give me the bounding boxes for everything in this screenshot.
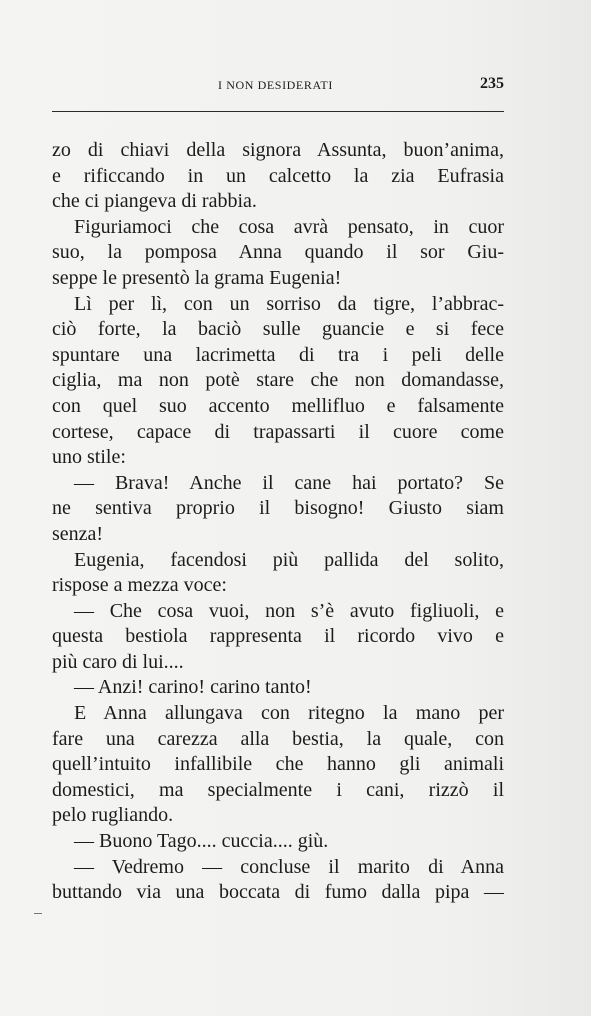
text-line: ne sentiva proprio il bisogno! Giusto siam	[52, 497, 504, 520]
text-line: rispose a mezza voce:	[52, 574, 227, 597]
text-line: — Anzi! carino! carino tanto!	[74, 676, 312, 699]
text-line: Lì per lì, con un sorriso da tigre, l’abbrac-	[74, 292, 504, 315]
text-line: con quel suo accento mellifluo e falsamente	[52, 394, 504, 417]
text-line: — Che cosa vuoi, non s’è avuto figliuoli, e	[74, 599, 504, 622]
text-line: domestici, ma specialmente i cani, rizzò il	[52, 778, 504, 801]
text-line: buttando via una boccata di fumo dalla pipa —	[52, 881, 504, 904]
text-line: uno stile:	[52, 446, 126, 469]
text-line: — Buono Tago.... cuccia.... giù.	[74, 830, 329, 853]
text-line: E Anna allungava con ritegno la mano per	[74, 702, 504, 725]
text-line: e rificcando in un calcetto la zia Eufrasia	[52, 164, 504, 187]
text-line: che ci piangeva di rabbia.	[52, 190, 257, 213]
text-line: Figuriamoci che cosa avrà pensato, in cuor	[74, 215, 504, 238]
text-line: ciglia, ma non potè stare che non domandasse,	[52, 369, 504, 392]
text-line: Eugenia, facendosi più pallida del solito,	[74, 548, 504, 571]
text-line: fare una carezza alla bestia, la quale, con	[52, 727, 504, 750]
margin-mark	[34, 913, 42, 914]
text-line: ciò forte, la baciò sulle guancie e si fece	[52, 318, 504, 341]
body-text	[52, 138, 504, 906]
text-line: — Brava! Anche il cane hai portato? Se	[74, 471, 504, 494]
text-line: zo di chiavi della signora Assunta, buon’anima,	[52, 139, 504, 161]
running-title: I NON DESIDERATI	[218, 78, 333, 92]
text-line: più caro di lui....	[52, 650, 184, 673]
text-line: quell’intuito infallibile che hanno gli animali	[52, 753, 504, 776]
text-line: — Vedremo — concluse il marito di Anna	[74, 855, 504, 878]
text-line: seppe le presentò la grama Eugenia!	[52, 266, 342, 289]
text-line: questa bestiola rappresenta il ricordo vivo e	[52, 625, 504, 648]
running-head	[52, 75, 504, 98]
page-number: 235	[480, 75, 504, 92]
text-line: pelo rugliando.	[52, 804, 174, 827]
text-line: spuntare una lacrimetta di tra i peli delle	[52, 343, 504, 366]
text-line: senza!	[52, 522, 104, 545]
text-line: suo, la pomposa Anna quando il sor Giu-	[52, 241, 504, 264]
header-rule	[52, 111, 504, 112]
text-line: cortese, capace di trapassarti il cuore come	[52, 420, 504, 443]
